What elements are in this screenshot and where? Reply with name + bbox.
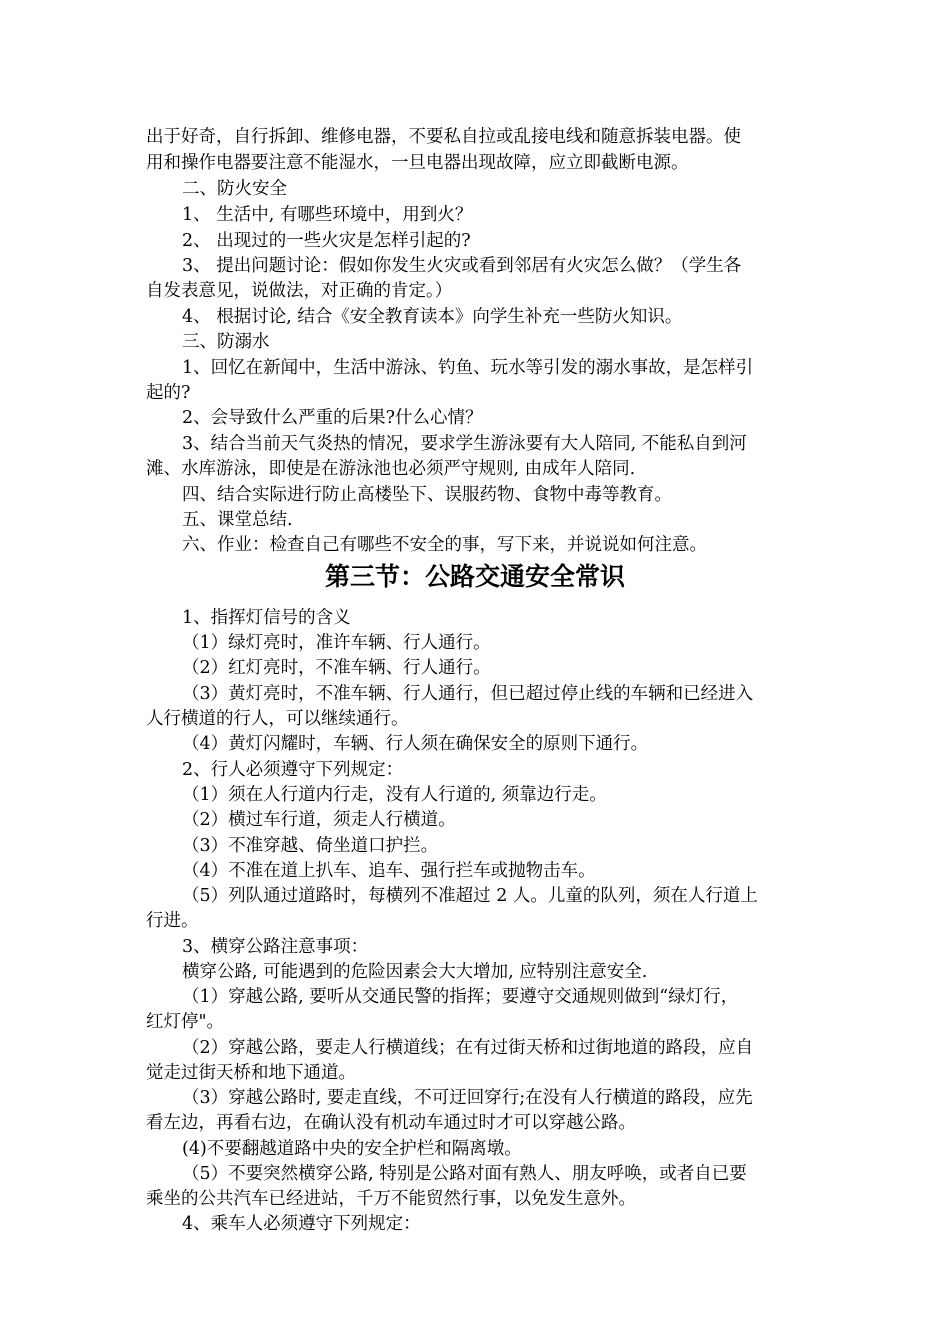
subsection-title: 四、结合实际进行防止高楼坠下、误服药物、食物中毒等教育。 [182,485,672,505]
list-item: （1）绿灯亮时，准许车辆、行人通行。 [182,633,491,653]
paragraph-line: 2、会导致什么严重的后果?什么心情？ [182,408,483,428]
list-item: （4）黄灯闪耀时，车辆、行人须在确保安全的原则下通行。 [182,734,649,754]
list-item-continued: 人行横道的行人，可以继续通行。 [146,709,409,729]
paragraph-line: 横穿公路, 可能遇到的危险因素会大大增加, 应特别注意安全. [182,962,648,982]
paragraph-line: 出于好奇，自行拆卸、维修电器，不要私自拉或乱接电线和随意拆装电器。使 [146,127,741,147]
list-title: 2、行人必须遵守下列规定： [182,760,404,780]
paragraph-line: 用和操作电器要注意不能湿水，一旦电器出现故障，应立即截断电源。 [146,153,689,173]
list-title: 3、横穿公路注意事项： [182,937,369,957]
list-title: 1、指挥灯信号的含义 [182,608,351,628]
paragraph-line: 1、回忆在新闻中，生活中游泳、钓鱼、玩水等引发的溺水事故，是怎样引 [182,358,754,378]
paragraph-line: 起的? [146,383,191,403]
list-item-continued: 看左边，再看右边，在确认没有机动车通过时才可以穿越公路。 [146,1113,636,1133]
paragraph-line: 滩、水库游泳，即使是在游泳池也必须严守规则, 由成年人陪同. [146,459,636,479]
list-item: （2）横过车行道，须走人行横道。 [182,810,456,830]
paragraph-line: 4、 根据讨论, 结合《安全教育读本》向学生补充一些防火知识。 [182,307,683,327]
subsection-title: 二、防火安全 [182,179,287,199]
paragraph-line: 自发表意见，说做法，对正确的肯定。） [146,281,453,301]
list-item-continued: 乘坐的公共汽车已经进站，千万不能贸然行事，以免发生意外。 [146,1189,636,1209]
list-item: （2）红灯亮时，不准车辆、行人通行。 [182,658,491,678]
list-item: （2）穿越公路，要走人行横道线；在有过街天桥和过街地道的路段，应自 [182,1038,754,1058]
paragraph-line: 2、 出现过的一些火灾是怎样引起的? [182,231,471,251]
list-item: （4）不准在道上扒车、追车、强行拦车或抛物击车。 [182,861,596,881]
subsection-title: 六、作业：检查自己有哪些不安全的事，写下来，并说说如何注意。 [182,535,707,555]
list-item: （3）穿越公路时, 要走直线，不可迂回穿行;在没有人行横道的路段，应先 [182,1088,753,1108]
list-item-continued: 行进。 [146,911,199,931]
list-item: （5）列队通过道路时，每横列不准超过 2 人。儿童的队列，须在人行道上 [182,886,758,906]
list-item-continued: 觉走过街天桥和地下通道。 [146,1063,356,1083]
list-item: （3）不准穿越、倚坐道口护拦。 [182,836,439,856]
paragraph-line: 3、结合当前天气炎热的情况，要求学生游泳要有大人陪同, 不能私自到河 [182,434,747,454]
paragraph-line: 1、 生活中, 有哪些环境中，用到火？ [182,205,473,225]
list-item-continued: 红灯停"。 [146,1012,225,1032]
list-title: 4、乘车人必须遵守下列规定： [182,1214,421,1234]
list-item: （5）不要突然横穿公路, 特别是公路对面有熟人、朋友呼唤，或者自已要 [182,1164,747,1184]
subsection-title: 三、防溺水 [182,332,270,352]
list-item: (4)不要翻越道路中央的安全护栏和隔离墩。 [182,1139,522,1159]
subsection-title: 五、课堂总结. [182,510,293,530]
list-item: （1）须在人行道内行走，没有人行道的, 须靠边行走。 [182,785,607,805]
list-item: （1）穿越公路, 要听从交通民警的指挥；要遵守交通规则做到“绿灯行， [182,987,739,1007]
section-heading: 第三节：公路交通安全常识 [324,562,625,591]
paragraph-line: 3、 提出问题讨论：假如你发生火灾或看到邻居有火灾怎么做？（学生各 [182,256,742,276]
list-item: （3）黄灯亮时，不准车辆、行人通行，但已超过停止线的车辆和已经进入 [182,684,754,704]
